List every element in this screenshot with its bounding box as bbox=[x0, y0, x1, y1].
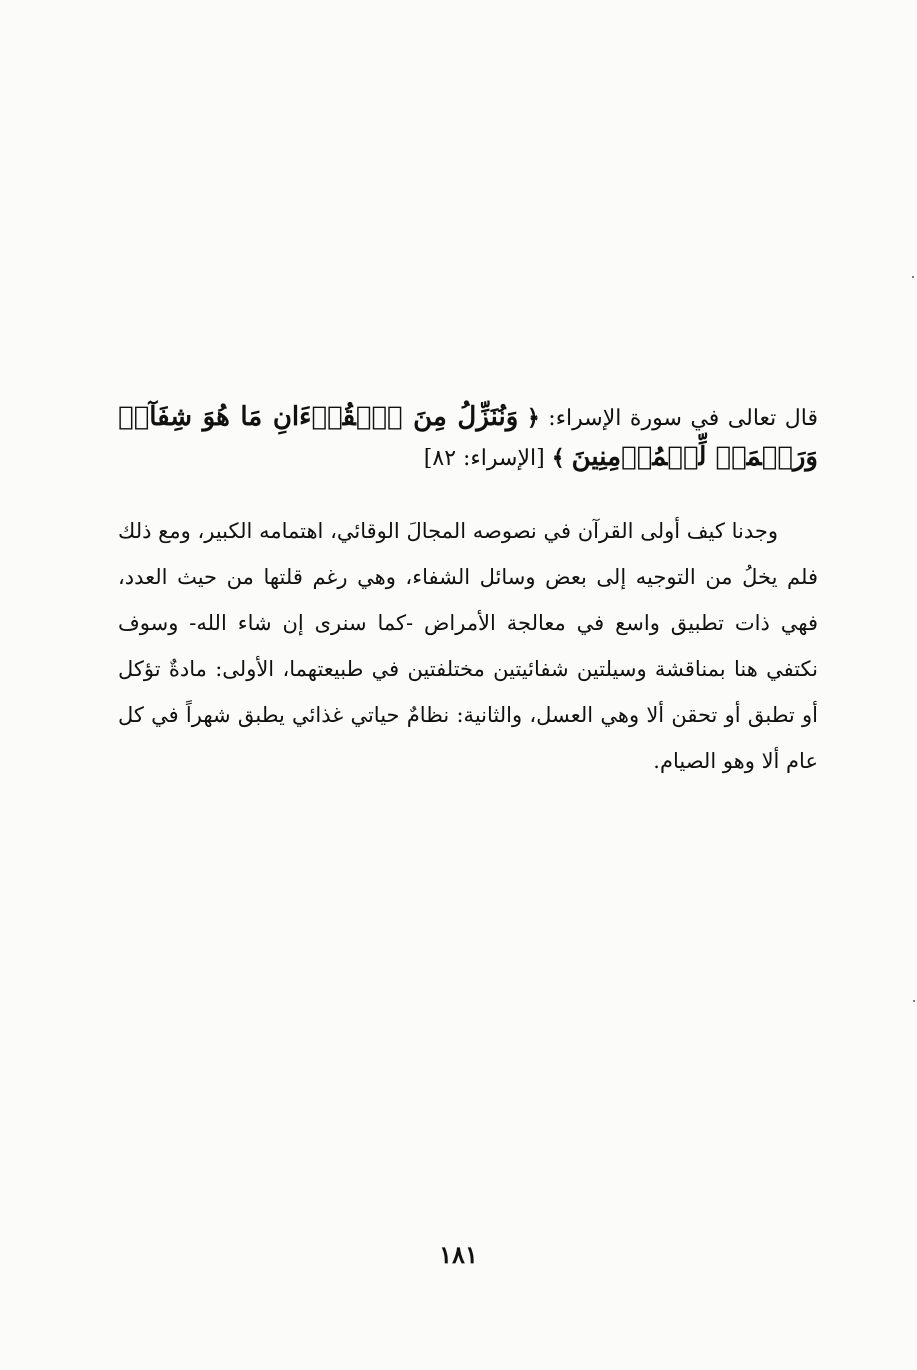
quran-verse: وَنُنَزِّلُ مِنَ ٱلۡقُرۡءَانِ مَا هُوَ شِفَآءٞ وَرَحۡمَةٞ لِّلۡمُؤۡمِنِينَ bbox=[118, 402, 818, 472]
scan-speck bbox=[912, 276, 914, 278]
verse-open-bracket: ﴿ bbox=[526, 405, 540, 431]
verse-close-bracket: ﴾ bbox=[551, 445, 565, 471]
body-paragraph: وجدنا كيف أولى القرآن في نصوصه المجالَ الوقائي، اهتمامه الكبير، ومع ذلك فلم يخلُ من التوجيه إلى بعض وسائل الشفاء، وهي رغم قلتها من حيث العدد، فهي ذات تطبيق واسع في معالجة الأمراض -كما سنرى إن شاء الله- وسوف نكتفي هنا بمناقشة وسيلتين شفائيتين مختلفتين في طبيعتهما، الأولى: مادةٌ تؤكل أو تطبق أو تحقن ألا وهي العسل، والثانية: نظامٌ حياتي غذائي يطبق شهراً في كل عام ألا وهو الصيام. bbox=[118, 519, 819, 773]
scan-speck bbox=[913, 1000, 915, 1002]
page-number: ١٨١ bbox=[439, 1240, 478, 1269]
verse-intro: قال تعالى في سورة الإسراء: bbox=[548, 406, 819, 431]
verse-block bbox=[118, 398, 818, 478]
verse-citation: [الإسراء: ٨٢] bbox=[423, 446, 545, 471]
